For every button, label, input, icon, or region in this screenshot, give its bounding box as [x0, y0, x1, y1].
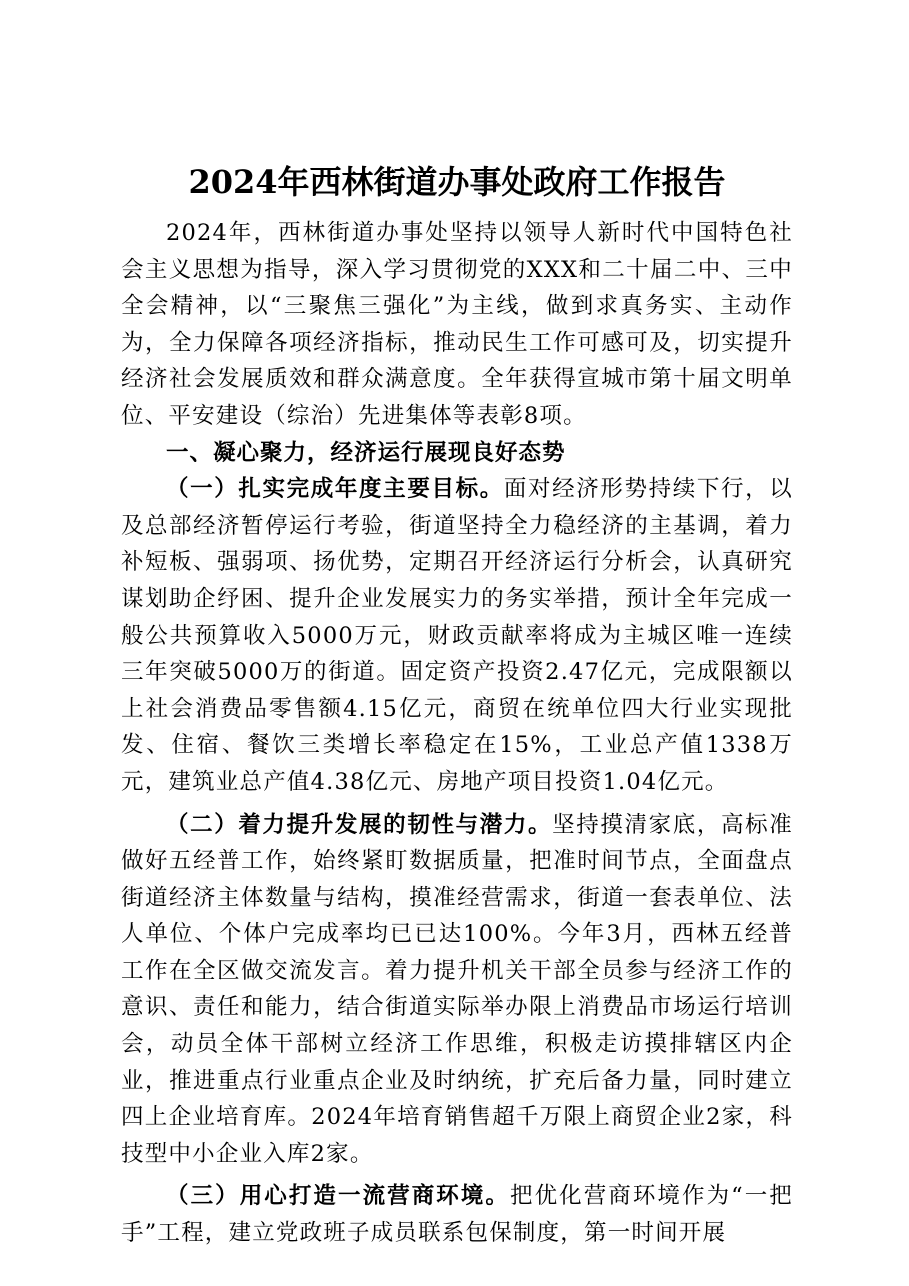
intro-paragraph: 2024年，西林街道办事处坚持以领导人新时代中国特色社会主义思想为指导，深入学习贯彻党的XXX和二十届二中、三中全会精神，以“三聚焦三强化”为主线，做到求真务实、主动作为，全力保障各项经济指标，推动民生工作可感可及，切实提升经济社会发展质效和群众满意度。全年获得宣城市第十届文明单位、平安建设（综治）先进集体等表彰8项。 — [121, 220, 793, 429]
item-2-text: 坚持摸清家底，高标准做好五经普工作，始终紧盯数据质量，把准时间节点，全面盘点街道经济主体数量与结构，摸准经营需求，街道一套表单位、法人单位、个体户完成率均已已达100%。今年3月，西林五经普工作在全区做交流发言。着力提升机关干部全员参与经济工作的意识、责任和能力，结合街道实际举办限上消费品市场运行培训会，动员全体干部树立经济工作思维，积极走访摸排辖区内企业，推进重点行业重点企业及时纳统，扩充后备力量，同时建立四上企业培育库。2024年培育销售超千万限上商贸企业2家，科技型中小企业入库2家。 — [121, 811, 793, 1167]
document-body — [121, 160, 793, 1252]
item-3-heading: （三）用心打造一流营商环境。 — [166, 1183, 510, 1210]
section-item-2 — [121, 807, 793, 1173]
section-item-3 — [121, 1178, 793, 1251]
item-3-text: 把优化营商环境作为“一把手”工程，建立党政班子成员联系包保制度，第一时间开展 — [121, 1183, 793, 1247]
section-item-1 — [121, 471, 793, 800]
item-2-heading: （二）着力提升发展的韧性与潜力。 — [166, 811, 553, 838]
document-title: 2024年西林街道办事处政府工作报告 — [188, 163, 726, 201]
section-heading: 一、凝心聚力，经济运行展现良好态势 — [166, 439, 566, 466]
item-1-heading: （一）扎实完成年度主要目标。 — [166, 476, 504, 503]
item-1-text: 面对经济形势持续下行，以及总部经济暂停运行考验，街道坚持全力稳经济的主基调，着力补短板、强弱项、扬优势，定期召开经济运行分析会，认真研究谋划助企纾困、提升企业发展实力的务实举措，预计全年完成一般公共预算收入5000万元，财政贡献率将成为主城区唯一连续三年突破5000万的街道。固定资产投资2.47亿元，完成限额以上社会消费品零售额4.15亿元，商贸在统单位四大行业实现批发、住宿、餐饮三类增长率稳定在15%，工业总产值1338万元，建筑业总产值4.38亿元、房地产项目投资1.04亿元。 — [121, 476, 793, 795]
